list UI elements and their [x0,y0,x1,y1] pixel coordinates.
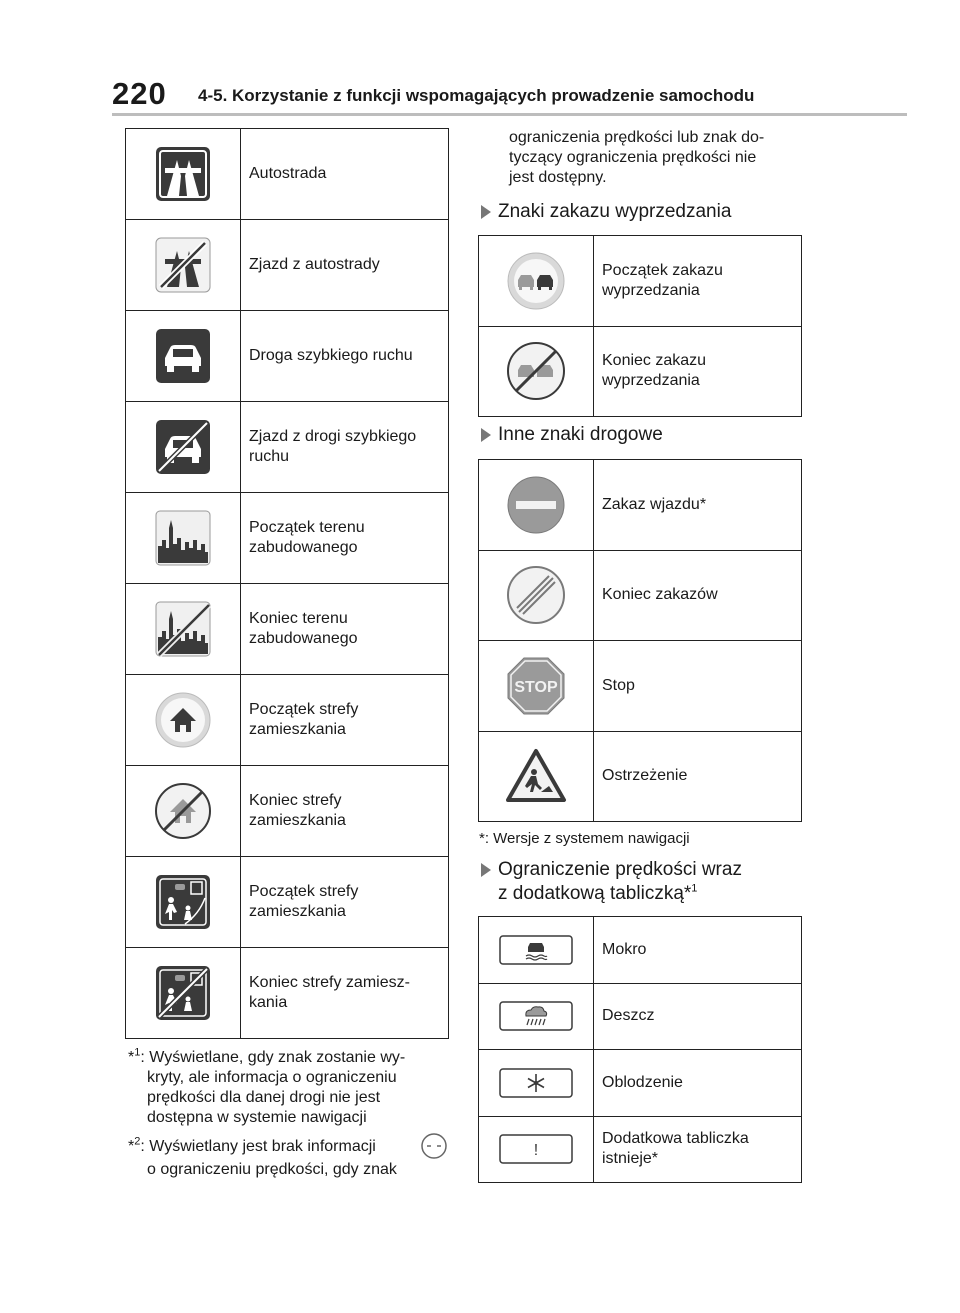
sign-label: Deszcz [594,983,802,1050]
wet-road-plate-icon [499,935,573,965]
roadworks-warning-icon [505,748,567,804]
chapter-title: 4-5. Korzystanie z funkcji wspomagających prowadzenie samochodu [198,86,755,105]
sign-label: Koniec zakazów [594,550,802,641]
end-of-restrictions-icon [506,565,566,625]
intro-text: ograniczenia prędkości lub znak do- tyczący ograniczenia prędkości nie jest dostępny. [509,129,765,186]
speed-plates-table [478,916,802,1183]
motorway-end-icon [155,237,211,293]
exclamation-plate-icon [499,1134,573,1164]
ice-plate-icon [499,1068,573,1098]
table-row [479,550,802,641]
navigation-note: *: Wersje z systemem nawigacji [479,830,690,847]
table-row [126,766,449,857]
sign-label: Koniec zakazu wyprzedzania [594,326,802,417]
sign-label: Początek strefy zamieszkania [241,675,449,766]
overtaking-signs-table [478,235,802,417]
table-row [479,731,802,822]
living-street-end-icon [155,965,211,1021]
sign-label: Początek strefy zamieszkania [241,857,449,948]
table-row [479,1050,802,1117]
table-row [479,460,802,551]
other-signs-table [478,459,802,822]
sign-label: Zjazd z drogi szybkiego ruchu [241,402,449,493]
table-row [126,584,449,675]
table-row [479,1116,802,1183]
sign-label: Początek zakazu wyprzedzania [594,236,802,327]
table-row [126,948,449,1039]
sign-label: Autostrada [241,129,449,220]
expressway-end-icon [155,419,211,475]
bullet-arrow-icon [481,863,491,877]
stop-sign-text: STOP [514,678,558,696]
built-up-area-icon [155,510,211,566]
table-row [126,220,449,311]
table-row [126,311,449,402]
table-row [126,493,449,584]
no-speed-info-icon [420,1132,448,1160]
sign-label: Oblodzenie [594,1050,802,1117]
table-row [126,129,449,220]
road-type-signs-table [125,128,449,1039]
plate-exclamation-text: ! [533,1142,539,1160]
stop-sign-icon [506,656,566,716]
page-number: 220 [112,76,167,111]
living-street-icon [155,874,211,930]
sign-label: Zakaz wjazdu* [594,460,802,551]
expressway-icon [155,328,211,384]
sign-label: Początek terenu zabudowanego [241,493,449,584]
table-row [479,917,802,984]
residential-zone-end-icon [154,782,212,840]
built-up-area-end-icon [155,601,211,657]
sign-label: Stop [594,641,802,732]
footnote-1: *$^1$: Wyświetlane, gdy znak zostanie wy- kryty, ale informacja o ograniczeniu prędkości dla danej drogi nie jest dostępna w systemie nawigacji [128,1046,406,1126]
table-row [479,983,802,1050]
footnote-2-cont: o ograniczeniu prędkości, gdy znak [147,1161,397,1178]
section-heading-speed: Ograniczenie prędkości wraz z dodatkową tabliczką*$^1$ [498,859,742,904]
sign-label: Ostrzeżenie [594,731,802,822]
table-row [479,326,802,417]
no-entry-icon [506,475,566,535]
bullet-arrow-icon [481,205,491,219]
sign-label: Koniec terenu zabudowanego [241,584,449,675]
sign-label: Koniec strefy zamieszkania [241,766,449,857]
motorway-icon [155,146,211,202]
section-heading-overtaking: Znaki zakazu wyprzedzania [498,201,732,222]
no-overtaking-end-icon [506,341,566,401]
footnote-2: *$^2$: Wyświetlany jest brak informacji [128,1135,376,1155]
sign-label: Mokro [594,917,802,984]
bullet-arrow-icon [481,428,491,442]
rain-plate-icon [499,1001,573,1031]
sign-label: Koniec strefy zamiesz-kania [241,948,449,1039]
table-row [126,402,449,493]
section-heading-other: Inne znaki drogowe [498,424,663,445]
table-row [126,857,449,948]
residential-zone-icon [154,691,212,749]
table-row [479,641,802,732]
sign-label: Zjazd z autostrady [241,220,449,311]
sign-label: Dodatkowa tabliczka istnieje* [594,1116,802,1183]
table-row [479,236,802,327]
header-divider [112,113,907,116]
table-row [126,675,449,766]
no-overtaking-icon [506,251,566,311]
sign-label: Droga szybkiego ruchu [241,311,449,402]
